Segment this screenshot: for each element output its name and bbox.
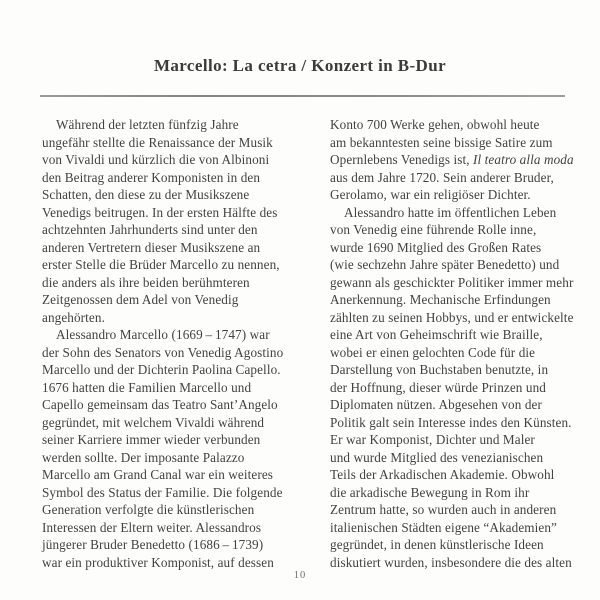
text-run: angehörten. bbox=[42, 309, 105, 325]
text-line bbox=[42, 151, 310, 169]
text-line bbox=[42, 326, 310, 344]
text-line bbox=[330, 151, 580, 169]
text-run: der Hoffnung, dieser würde Prinzen und bbox=[330, 379, 546, 395]
text-run: anderen Vertretern dieser Musikszene an bbox=[42, 239, 261, 255]
text-run: jüngerer Bruder Benedetto (1686 – 1739) bbox=[42, 537, 264, 552]
column-left bbox=[42, 116, 310, 571]
text-run: Diplomaten nützen. Abgesehen von der bbox=[330, 397, 542, 412]
text-run: wurde 1690 Mitglied des Großen Rates bbox=[330, 239, 542, 255]
text-run: italienischen Städten eigene “Akademien” bbox=[330, 519, 557, 535]
text-run: Symbol des Status der Familie. Die folgende bbox=[42, 484, 283, 500]
text-run: Schatten, den diese zu der Musikszene bbox=[42, 187, 250, 202]
article-body bbox=[42, 116, 580, 571]
text-line bbox=[330, 186, 580, 204]
page-number: 10 bbox=[293, 570, 307, 581]
text-run: 1676 hatten die Familien Marcello und bbox=[42, 379, 252, 395]
text-run: Generation verfolgte die künstlerischen bbox=[42, 502, 255, 517]
text-line bbox=[330, 379, 580, 397]
text-line bbox=[42, 134, 310, 152]
text-run: seiner Karriere immer wieder verbunden bbox=[42, 432, 261, 447]
text-run: ungefähr stellte die Renaissance der Musik bbox=[42, 134, 273, 150]
text-run: wobei er einen gelochten Code für die bbox=[330, 344, 536, 360]
text-line bbox=[330, 501, 580, 519]
text-run: Capello gemeinsam das Teatro Sant’Angelo bbox=[42, 397, 278, 412]
text-line bbox=[330, 169, 580, 187]
text-run: achtzehnten Jahrhunderts sind unter den bbox=[42, 222, 258, 237]
text-line bbox=[330, 396, 580, 414]
text-run: Marcello am Grand Canal war ein weiteres bbox=[42, 467, 274, 482]
text-run: die arkadische Bewegung in Rom ihr bbox=[330, 484, 530, 500]
text-run: Während der letzten fünfzig Jahre bbox=[56, 117, 239, 132]
text-run: gegründet, in denen künstlerische Ideen bbox=[330, 537, 544, 552]
text-line bbox=[42, 256, 310, 274]
text-run: Alessandro Marcello (1669 – 1747) war bbox=[56, 327, 270, 342]
text-line bbox=[42, 169, 310, 187]
text-run: Interessen der Eltern weiter. Alessandros bbox=[42, 519, 262, 535]
text-run: eine Art von Geheimschrift wie Braille, bbox=[330, 327, 543, 342]
text-line bbox=[42, 361, 310, 379]
text-run: den Beitrag anderer Komponisten in den bbox=[42, 169, 261, 185]
text-line bbox=[330, 519, 580, 537]
text-line bbox=[330, 431, 580, 449]
text-line bbox=[42, 484, 310, 502]
text-line bbox=[42, 449, 310, 467]
text-line bbox=[330, 239, 580, 257]
text-run: aus dem Jahre 1720. Sein anderer Bruder, bbox=[330, 169, 554, 185]
text-run: gewann als geschickter Politiker immer mehr bbox=[330, 274, 574, 290]
text-run: werden sollte. Der imposante Palazzo bbox=[42, 449, 245, 465]
text-run: Er war Komponist, Dichter und Maler bbox=[330, 432, 535, 447]
text-run: Teils der Arkadischen Akademie. Obwohl bbox=[330, 467, 555, 482]
text-run: erster Stelle die Brüder Marcello zu nennen, bbox=[42, 257, 280, 272]
text-line bbox=[330, 256, 580, 274]
text-line bbox=[42, 116, 310, 134]
text-run: von Vivaldi und kürzlich die von Albinoni bbox=[42, 152, 270, 167]
text-run: Alessandro hatte im öffentlichen Leben bbox=[344, 204, 557, 220]
text-line bbox=[42, 239, 310, 257]
italic-text-run: Il teatro alla moda bbox=[473, 152, 574, 167]
text-line bbox=[42, 519, 310, 537]
text-run: zählten zu seinen Hobbys, und er entwickelte bbox=[330, 309, 574, 325]
text-line bbox=[330, 116, 580, 134]
text-run: Zeitgenossen dem Adel von Venedig bbox=[42, 292, 239, 307]
text-line bbox=[330, 484, 580, 502]
text-line bbox=[330, 449, 580, 467]
text-line bbox=[330, 326, 580, 344]
text-line bbox=[330, 361, 580, 379]
text-line bbox=[42, 536, 310, 554]
text-line bbox=[330, 291, 580, 309]
text-line bbox=[42, 379, 310, 397]
text-run: von Venedig eine führende Rolle inne, bbox=[330, 222, 537, 237]
text-line bbox=[42, 431, 310, 449]
text-line bbox=[42, 466, 310, 484]
title-divider bbox=[40, 95, 565, 97]
text-line bbox=[330, 309, 580, 327]
text-run: war ein produktiver Komponist, auf dessen bbox=[42, 554, 274, 570]
text-run: Politik galt sein Interesse indes den Künsten. bbox=[330, 414, 572, 430]
text-line bbox=[330, 221, 580, 239]
text-run: die anders als ihre beiden berühmteren bbox=[42, 274, 250, 290]
text-run: Darstellung von Buchstaben benutzte, in bbox=[330, 362, 549, 377]
text-run: Zentrum hatte, so wurden auch in anderen bbox=[330, 502, 557, 517]
column-right bbox=[330, 116, 580, 571]
text-line bbox=[330, 536, 580, 554]
text-line bbox=[42, 204, 310, 222]
text-line bbox=[42, 221, 310, 239]
text-run: (wie sechzehn Jahre später Benedetto) und bbox=[330, 257, 560, 272]
text-run: und wurde Mitglied des venezianischen bbox=[330, 449, 544, 465]
text-line bbox=[330, 344, 580, 362]
text-line bbox=[42, 414, 310, 432]
text-run: diskutiert wurden, insbesondere die des alten bbox=[330, 554, 572, 570]
text-line bbox=[42, 186, 310, 204]
text-line bbox=[42, 291, 310, 309]
text-run: Venedigs beitrugen. In der ersten Hälfte des bbox=[42, 204, 278, 220]
text-line bbox=[330, 414, 580, 432]
text-run: Anerkennung. Mechanische Erfindungen bbox=[330, 292, 551, 307]
text-line bbox=[42, 344, 310, 362]
text-run: gegründet, mit welchem Vivaldi während bbox=[42, 414, 265, 430]
text-line bbox=[330, 134, 580, 152]
text-line bbox=[330, 466, 580, 484]
text-line bbox=[330, 204, 580, 222]
text-line bbox=[42, 396, 310, 414]
text-run: Gerolamo, war ein religiöser Dichter. bbox=[330, 187, 531, 202]
text-run: der Sohn des Senators von Venedig Agostino bbox=[42, 344, 284, 360]
text-line bbox=[330, 554, 580, 572]
text-line bbox=[42, 274, 310, 292]
text-line bbox=[42, 554, 310, 572]
text-line bbox=[42, 501, 310, 519]
text-line bbox=[330, 274, 580, 292]
text-run: am bekanntesten seine bissige Satire zum bbox=[330, 134, 553, 150]
page-title: Marcello: La cetra / Konzert in B-Dur bbox=[153, 56, 447, 75]
text-run: Marcello und der Dichterin Paolina Capello. bbox=[42, 362, 281, 377]
text-run: Konto 700 Werke gehen, obwohl heute bbox=[330, 117, 540, 132]
text-run: Opernlebens Venedigs ist, bbox=[330, 152, 473, 167]
text-line bbox=[42, 309, 310, 327]
